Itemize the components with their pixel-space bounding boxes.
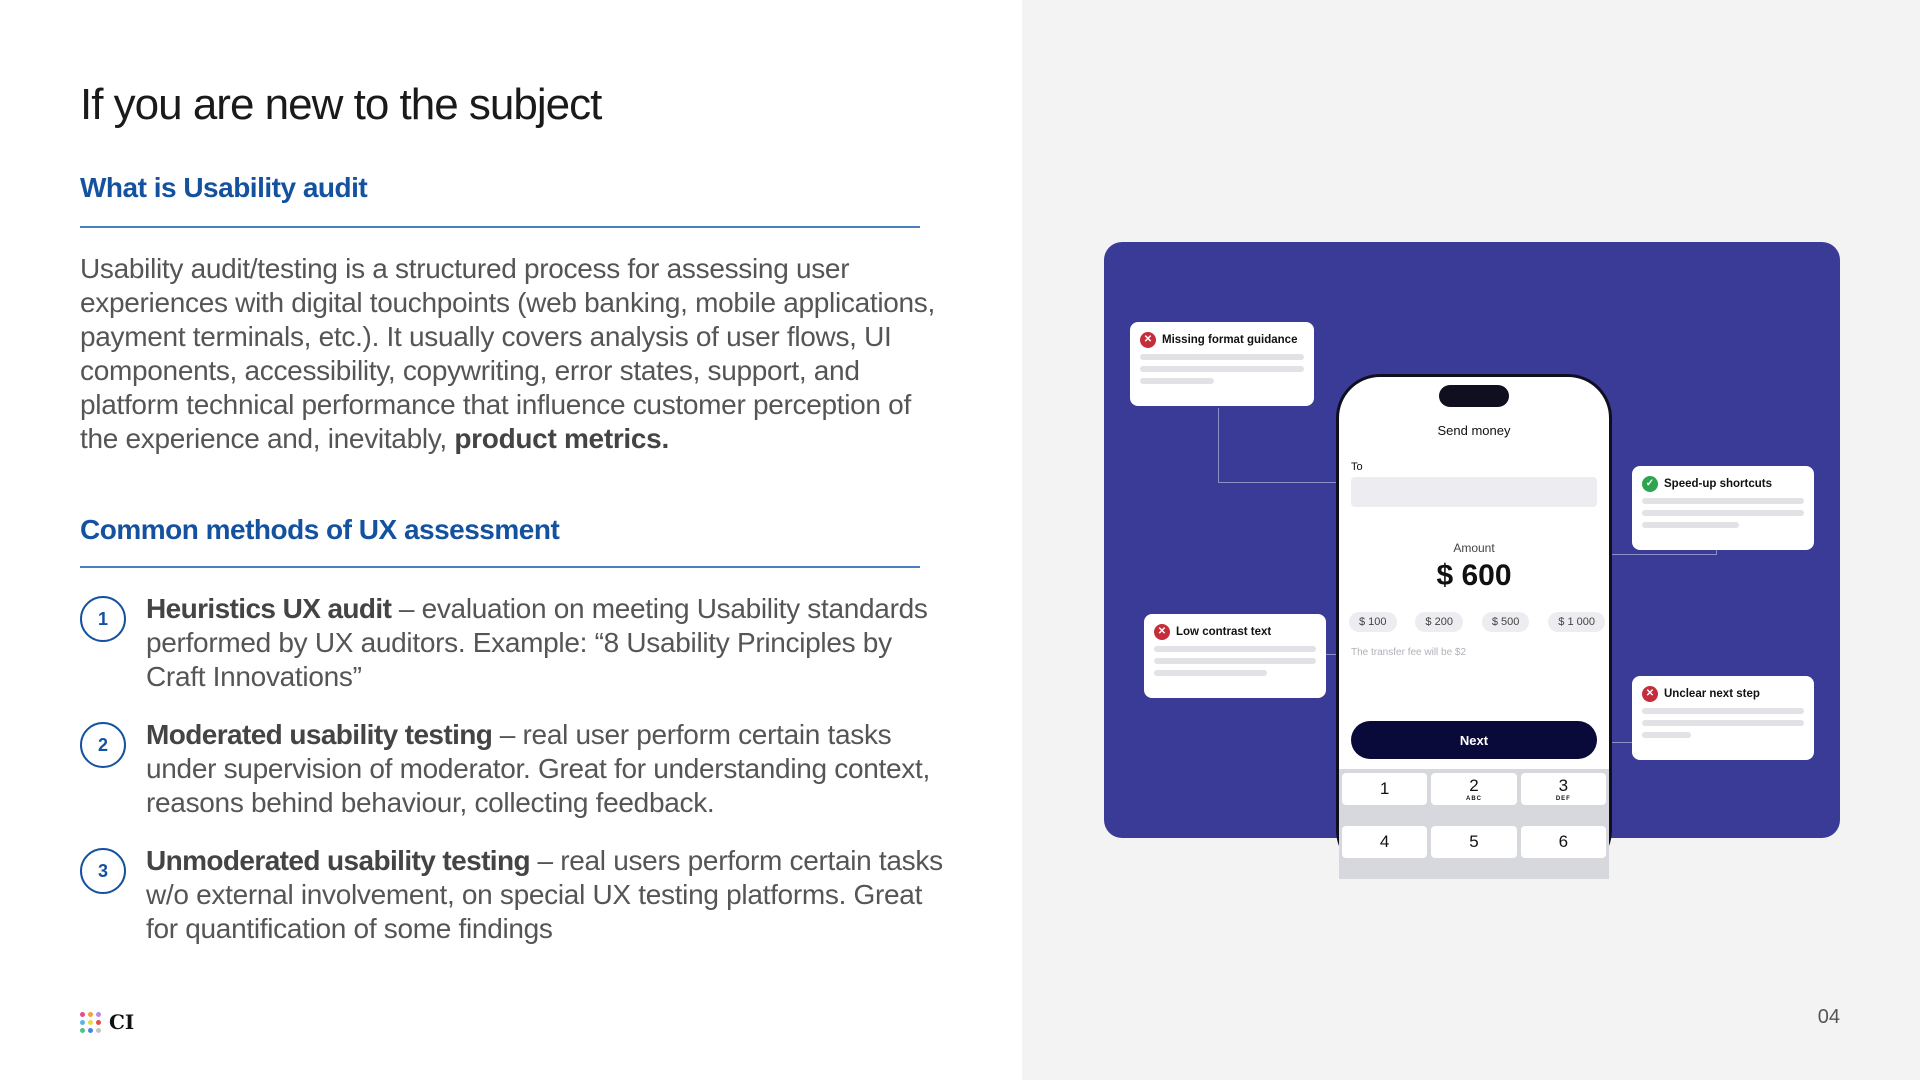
phone-screen-title: Send money — [1437, 423, 1511, 438]
page-title: If you are new to the subject — [80, 80, 602, 129]
logo-dot — [96, 1028, 101, 1033]
note-label: Low contrast text — [1176, 626, 1272, 638]
placeholder-line — [1154, 670, 1267, 676]
note-unclear-next-step — [1632, 676, 1814, 760]
key-digit: 3 — [1558, 776, 1569, 795]
keypad-key — [1431, 826, 1516, 858]
usability-illustration — [1104, 242, 1840, 851]
note-label: Speed-up shortcuts — [1664, 478, 1772, 490]
fee-note: The transfer fee will be $2 — [1351, 647, 1467, 658]
logo-dot — [96, 1020, 101, 1025]
recipient-field — [1351, 477, 1597, 507]
amount-value: $ 600 — [1436, 559, 1512, 592]
number-badge: 1 — [80, 596, 126, 642]
description-text: Usability audit/testing is a structured process for assessing user experiences with digital touchpoints (web banking, mobile applications, payment terminals, etc.). It usually covers analysis of user flows, UI components, accessibility, copywriting, error states, support, and platform technical performance that influence customer perception of the experience and, inevitably, — [80, 253, 935, 454]
company-logo — [80, 1010, 134, 1034]
note-label: Missing format guidance — [1162, 334, 1298, 346]
keypad-key — [1342, 773, 1427, 805]
logo-dot — [88, 1020, 93, 1025]
amount-chip: $ 500 — [1482, 612, 1530, 632]
placeholder-line — [1642, 732, 1691, 738]
phone-mockup — [1336, 374, 1612, 874]
placeholder-line — [1642, 708, 1804, 714]
method-text — [146, 844, 946, 946]
method-name: Heuristics UX audit — [146, 593, 392, 624]
method-name: Unmoderated usability testing — [146, 845, 530, 876]
key-letters: ABC — [1465, 796, 1482, 802]
key-digit: 6 — [1558, 832, 1569, 851]
placeholder-line — [1140, 378, 1214, 384]
amount-chip: $ 100 — [1349, 612, 1397, 632]
keypad — [1339, 769, 1609, 879]
key-digit: 1 — [1379, 779, 1390, 798]
logo-dots-icon — [80, 1012, 101, 1033]
keypad-key — [1521, 773, 1606, 805]
placeholder-line — [1140, 366, 1304, 372]
divider — [80, 566, 920, 568]
keypad-key — [1342, 826, 1427, 858]
note-low-contrast-text — [1144, 614, 1326, 698]
logo-dot — [88, 1012, 93, 1017]
next-button: Next — [1351, 721, 1597, 759]
section-title-usability-audit: What is Usability audit — [80, 172, 368, 203]
keypad-key — [1521, 826, 1606, 858]
divider — [80, 226, 920, 228]
logo-dot — [88, 1028, 93, 1033]
error-x-icon: ✕ — [1642, 686, 1658, 702]
logo-dot — [80, 1012, 85, 1017]
number-badge: 2 — [80, 722, 126, 768]
to-label: To — [1351, 461, 1363, 473]
note-missing-format-guidance — [1130, 322, 1314, 406]
key-digit: 2 — [1469, 776, 1479, 795]
method-description: – real users perform certain tasks w/o external involvement, on special UX testing platforms. Great for quantification of some findings — [146, 845, 943, 944]
section-title-ux-methods: Common methods of UX assessment — [80, 514, 560, 545]
logo-dot — [80, 1020, 85, 1025]
placeholder-line — [1642, 522, 1739, 528]
connector-line — [1218, 408, 1337, 483]
page-number: 04 — [1817, 1006, 1840, 1028]
logo-dot — [80, 1028, 85, 1033]
note-speed-up-shortcuts — [1632, 466, 1814, 550]
note-label: Unclear next step — [1664, 688, 1760, 700]
amount-label: Amount — [1453, 541, 1495, 555]
method-name: Moderated usability testing — [146, 719, 493, 750]
amount-chips — [1349, 612, 1605, 632]
check-icon: ✓ — [1642, 476, 1658, 492]
keypad-key — [1431, 773, 1516, 805]
placeholder-line — [1140, 354, 1304, 360]
placeholder-line — [1642, 510, 1804, 516]
amount-chip: $ 1 000 — [1548, 612, 1605, 632]
method-description: – real user perform certain tasks under supervision of moderator. Great for understanding context, reasons behind behaviour, collecting feedback. — [146, 719, 930, 818]
key-digit: 5 — [1469, 832, 1479, 851]
usability-audit-description — [80, 252, 940, 456]
error-x-icon: ✕ — [1140, 332, 1156, 348]
placeholder-line — [1154, 658, 1316, 664]
phone-notch — [1439, 385, 1509, 407]
logo-dot — [96, 1012, 101, 1017]
number-badge: 3 — [80, 848, 126, 894]
description-bold-text: product metrics. — [454, 423, 669, 454]
placeholder-line — [1154, 646, 1316, 652]
key-digit: 4 — [1379, 832, 1390, 851]
placeholder-line — [1642, 720, 1804, 726]
key-letters: DEF — [1555, 796, 1571, 802]
error-x-icon: ✕ — [1154, 624, 1170, 640]
method-text — [146, 718, 946, 820]
method-text — [146, 592, 946, 694]
logo-text: CI — [109, 1010, 135, 1034]
placeholder-line — [1642, 498, 1804, 504]
amount-chip: $ 200 — [1415, 612, 1463, 632]
method-description: – evaluation on meeting Usability standards performed by UX auditors. Example: “8 Usability Principles by Craft Innovations” — [146, 593, 928, 692]
